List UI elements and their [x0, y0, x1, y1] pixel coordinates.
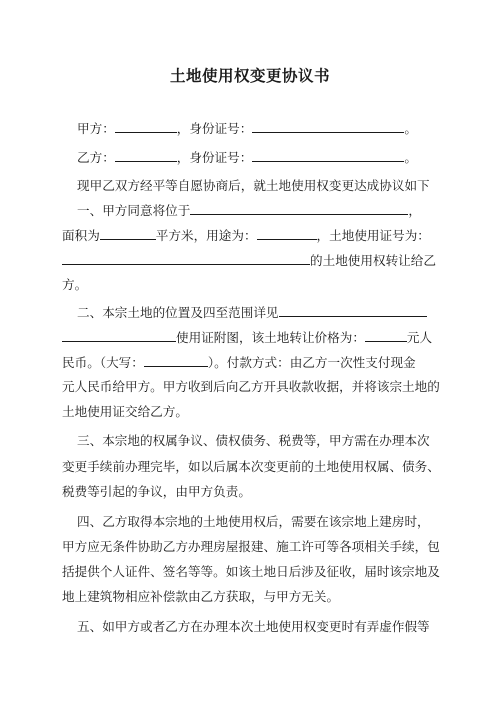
- clause-2-line-3: [62, 354, 436, 371]
- usage-label: 平方米，用途为：: [155, 228, 257, 243]
- location-field: [190, 202, 408, 215]
- area-field: [100, 227, 156, 240]
- scope-field: [279, 304, 427, 317]
- clause-1-transfer-text: 的土地使用权转让给乙: [310, 253, 436, 268]
- clause-4-line-4: 地上建筑物相应补偿款由乙方获取，与甲方无关。: [62, 589, 340, 604]
- cert-no-label: ，土地使用证号为：: [316, 228, 430, 243]
- capital-amount-field: [144, 354, 208, 367]
- intro-line: 现甲乙双方经平等自愿协商后，就土地使用权变更达成协议如下: [77, 178, 430, 193]
- party-b-line: [77, 149, 451, 166]
- price-field: [365, 329, 407, 342]
- party-a-label: 甲方：: [77, 121, 115, 136]
- payment-method-text: ）。付款方式：由乙方一次性支付现金: [207, 355, 416, 370]
- clause-2-line-2: [62, 329, 436, 346]
- scope-field-cont: [62, 329, 176, 342]
- clause-1-line-2: [62, 227, 436, 244]
- clause-4-line-1: 四、乙方取得本宗地的土地使用权后，需要在该宗地上建房时，: [77, 514, 430, 529]
- clause-2-line-1: [77, 304, 451, 321]
- clause-2-line-4: 元人民币给甲方。甲方收到后向乙方开具收款收据，并将该宗土地的: [62, 379, 440, 394]
- clause-1-text: 一、甲方同意将位于: [77, 203, 191, 218]
- clause-2-line-5: 土地使用证交给乙方。: [62, 404, 188, 419]
- party-b-id-label: ，身份证号：: [176, 150, 253, 165]
- party-b-label: 乙方：: [77, 150, 115, 165]
- clause-4-line-3: 括提供个人证件、签名等等。如该土地日后涉及征收，届时该宗地及: [62, 564, 440, 579]
- clause-4-line-2: 甲方应无条件协助乙方办理房屋报建、施工许可等各项相关手续，包: [62, 539, 440, 554]
- price-unit: 元人: [406, 330, 433, 345]
- capital-label: 民币。（大写：: [62, 355, 144, 370]
- price-label: 使用证附图，该土地转让价格为：: [176, 330, 365, 345]
- party-b-name-field: [115, 149, 177, 162]
- party-b-period: 。: [404, 150, 417, 165]
- cert-no-field: [62, 252, 310, 265]
- clause-5-line-1: 五、如甲方或者乙方在办理本次土地使用权变更时有弄虚作假等: [77, 619, 430, 634]
- party-a-id-label: ，身份证号：: [176, 121, 253, 136]
- clause-3-line-3: 税费等引起的争议，由甲方负责。: [62, 484, 251, 499]
- party-a-line: [77, 120, 451, 137]
- party-a-id-field: [252, 120, 404, 133]
- clause-1-line-1: [77, 202, 451, 219]
- usage-field: [257, 227, 317, 240]
- clause-1-line-4: 方。: [62, 277, 88, 292]
- clause-3-line-2: 变更手续前办理完毕，如以后属本次变更前的土地使用权属、债务、: [62, 459, 440, 474]
- clause-3-line-1: 三、本宗地的权属争议、债权债务、税费等，甲方需在办理本次: [77, 433, 430, 448]
- clause-1-line-3: [62, 252, 436, 269]
- clause-1-comma: ，: [408, 203, 421, 218]
- clause-2-text: 二、本宗土地的位置及四至范围详见: [77, 305, 279, 320]
- party-a-name-field: [115, 120, 177, 133]
- party-b-id-field: [252, 149, 404, 162]
- area-label: 面积为: [62, 228, 100, 243]
- document-title: 土地使用权变更协议书: [169, 66, 330, 85]
- party-a-period: 。: [404, 121, 417, 136]
